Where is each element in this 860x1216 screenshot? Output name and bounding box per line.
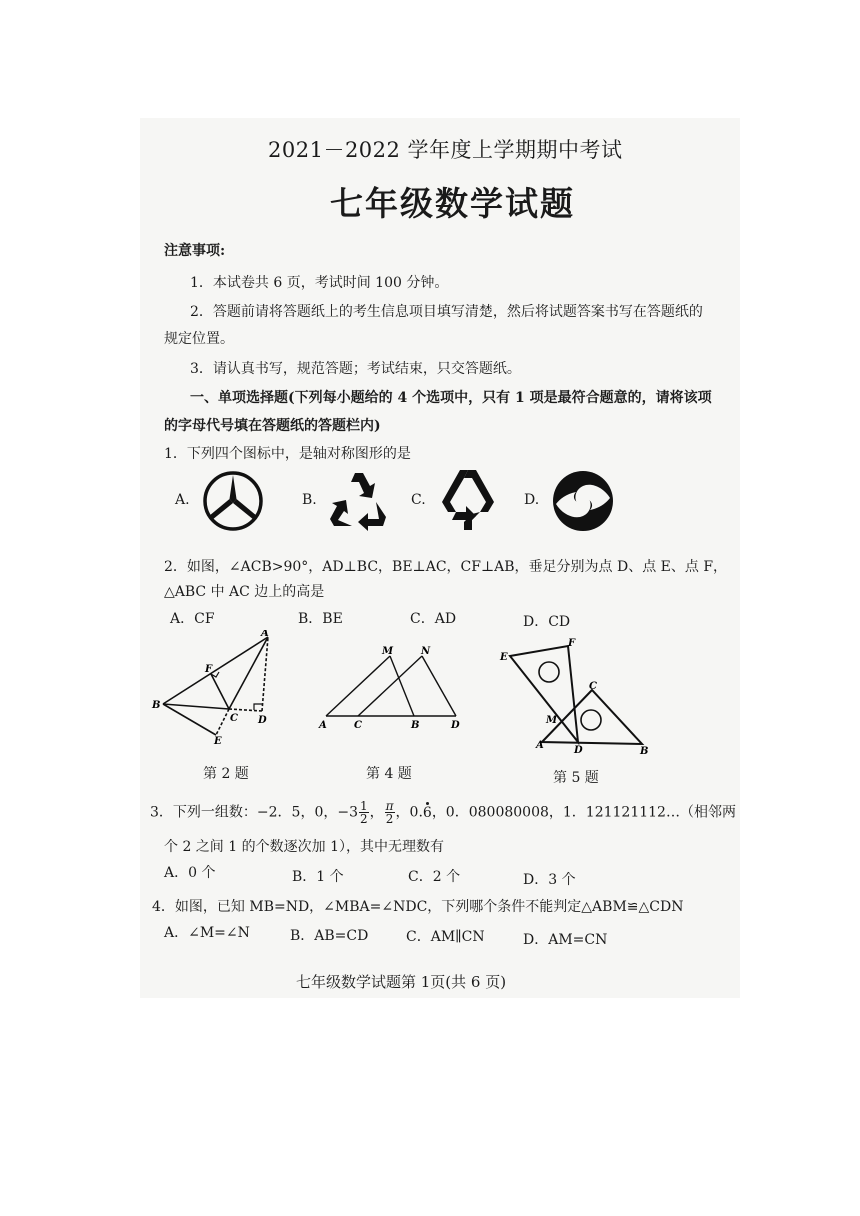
fig5-point-c: C bbox=[589, 681, 597, 692]
q2-option-a: A．CF bbox=[170, 611, 215, 627]
q3-stem-prefix: 3．下列一组数：−2．5，0，−3 bbox=[150, 804, 358, 821]
figure-q2 bbox=[150, 630, 280, 754]
q4-option-b: B．AB=CD bbox=[290, 928, 369, 944]
q3-frac2-numerator: π bbox=[385, 799, 394, 813]
q3-repeating-decimal: 0.6 bbox=[409, 804, 432, 821]
fig2-point-c: C bbox=[230, 713, 238, 724]
fig4-point-n: N bbox=[421, 646, 431, 657]
fig5-point-f: F bbox=[568, 638, 576, 649]
q3-stem-line2: 个 2 之间 1 的个数逐次加 1），其中无理数有 bbox=[164, 839, 444, 855]
fig2-point-f: F bbox=[205, 664, 213, 675]
q2-option-c: C．AD bbox=[410, 611, 457, 627]
section1-line2: 的字母代号填在答题纸的答题栏内) bbox=[164, 418, 381, 434]
figure-q5-caption: 第 5 题 bbox=[553, 770, 599, 786]
fig4-point-b: B bbox=[411, 720, 420, 731]
q1-option-b-label: B. bbox=[302, 492, 317, 508]
q2-option-b: B．BE bbox=[298, 611, 343, 627]
q2-stem-line2: △ABC 中 AC 边上的高是 bbox=[164, 584, 325, 600]
q3-option-c: C．2 个 bbox=[408, 869, 461, 885]
q1-option-c-label: C. bbox=[411, 492, 426, 508]
fig5-point-b: B bbox=[640, 746, 649, 757]
q3-frac1-denominator: 2 bbox=[360, 812, 368, 826]
fig2-point-e: E bbox=[214, 736, 222, 747]
fig5-point-m: M bbox=[546, 715, 558, 726]
notice-item-2-line1: 2．答题前请将答题纸上的考生信息项目填写清楚，然后将试题答案书写在答题纸的 bbox=[190, 304, 703, 320]
recycle-arrow-icon bbox=[436, 468, 500, 538]
q3-fraction-one-half bbox=[359, 800, 369, 825]
figure-q5 bbox=[498, 636, 656, 762]
q3-separator-1: ， bbox=[369, 804, 384, 821]
q4-option-c: C．AM∥CN bbox=[406, 929, 485, 945]
fig5-point-e: E bbox=[500, 652, 508, 663]
figure-q2-caption: 第 2 题 bbox=[203, 766, 249, 782]
q2-option-d: D．CD bbox=[523, 614, 571, 630]
q3-option-b: B．1 个 bbox=[292, 869, 344, 885]
q3-option-d: D．3 个 bbox=[523, 872, 576, 888]
q3-fraction-pi-half bbox=[385, 800, 395, 825]
q4-option-a: A．∠M=∠N bbox=[164, 925, 250, 941]
q3-stem-suffix: ，0．080080008，1．121121112…（相邻两 bbox=[431, 804, 736, 821]
q1-option-a-label: A. bbox=[175, 492, 190, 508]
q2-stem-line1: 2．如图，∠ACB>90°，AD⊥BC，BE⊥AC，CF⊥AB，垂足分别为点 D、点 E、点 F， bbox=[164, 559, 728, 575]
section1-line1: 一、单项选择题(下列每小题给的 4 个选项中，只有 1 项是最符合题意的，请将该项 bbox=[190, 390, 712, 406]
q1-stem: 1．下列四个图标中，是轴对称图形的是 bbox=[164, 446, 411, 462]
figure-q4 bbox=[318, 644, 468, 744]
fig5-point-d: D bbox=[574, 745, 583, 756]
fig2-point-a: A bbox=[261, 630, 269, 639]
subject-title: 七年级数学试题 bbox=[330, 184, 575, 223]
swirl-circle-icon bbox=[552, 470, 614, 536]
fig4-point-d: D bbox=[451, 720, 460, 731]
notice-item-3: 3．请认真书写，规范答题；考试结束，只交答题纸。 bbox=[190, 361, 521, 377]
three-pointed-star-icon bbox=[202, 470, 264, 536]
figure-q4-caption: 第 4 题 bbox=[366, 766, 412, 782]
exam-title: 2021－2022 学年度上学期期中考试 bbox=[268, 138, 623, 162]
fig5-point-a: A bbox=[536, 740, 544, 751]
notice-heading: 注意事项: bbox=[164, 243, 226, 259]
page-footer: 七年级数学试题第 1页(共 6 页) bbox=[296, 973, 507, 991]
fig4-point-m: M bbox=[382, 646, 394, 657]
notice-item-1: 1．本试卷共 6 页，考试时间 100 分钟。 bbox=[190, 275, 449, 291]
q4-stem: 4．如图，已知 MB=ND，∠MBA=∠NDC，下列哪个条件不能判定△ABM≌△CDN bbox=[152, 899, 684, 915]
q3-frac2-denominator: 2 bbox=[385, 812, 394, 826]
recycle-triangle-icon bbox=[326, 470, 392, 536]
notice-item-2-line2: 规定位置。 bbox=[164, 331, 234, 347]
q3-option-a: A．0 个 bbox=[164, 865, 216, 881]
q3-frac1-numerator: 1 bbox=[360, 799, 368, 813]
fig4-point-a: A bbox=[319, 720, 327, 731]
q3-separator-2: ， bbox=[395, 804, 410, 821]
q3-stem-line1 bbox=[150, 800, 736, 825]
fig4-point-c: C bbox=[354, 720, 362, 731]
q4-option-d: D．AM=CN bbox=[523, 932, 608, 948]
q1-option-d-label: D. bbox=[524, 492, 540, 508]
fig2-point-b: B bbox=[152, 700, 161, 711]
fig2-point-d: D bbox=[258, 715, 267, 726]
